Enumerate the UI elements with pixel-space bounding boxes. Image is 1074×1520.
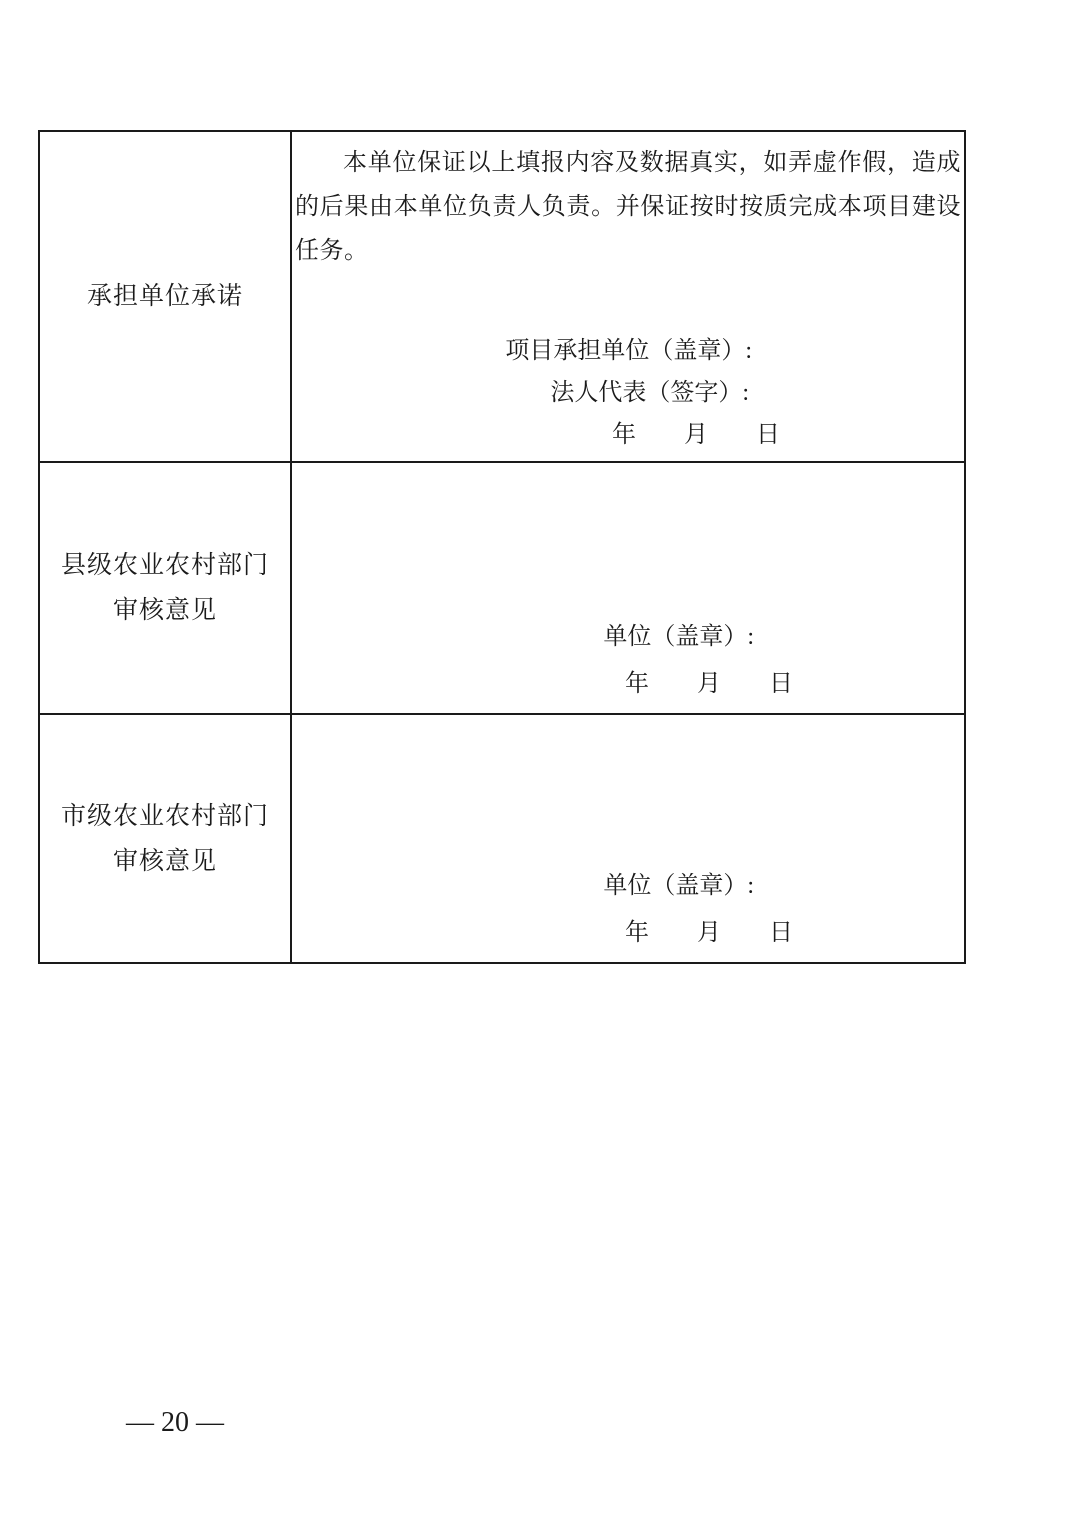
- city-review-content-cell: [291, 714, 965, 963]
- commitment-row-label: 承担单位承诺: [86, 283, 243, 310]
- date-line: 年 月 日: [625, 920, 793, 946]
- date-line: 年 月 日: [612, 422, 780, 448]
- unit-seal-line: 单位（盖章）:: [603, 873, 754, 899]
- undertaking-unit-seal-line: 项目承担单位（盖章）:: [505, 338, 752, 364]
- county-review-label-cell: [39, 462, 291, 714]
- legal-representative-signature-line: 法人代表（签字）:: [550, 380, 749, 406]
- county-review-content-cell: [291, 462, 965, 714]
- commitment-content: [292, 133, 964, 460]
- commitment-signature-block: [292, 330, 964, 456]
- county-review-signature-block: [292, 614, 964, 708]
- table-row-commitment: [39, 131, 965, 462]
- date-line: 年 月 日: [625, 671, 793, 697]
- city-review-content: [292, 716, 964, 961]
- county-review-content: [292, 464, 964, 712]
- approval-form-table: [38, 130, 966, 964]
- commitment-paragraph: 本单位保证以上填报内容及数据真实，如弄虚作假，造成的后果由本单位负责人负责。并保证按时按质完成本项目建设任务。: [295, 150, 961, 264]
- table-row-county-review: [39, 462, 965, 714]
- commitment-label-cell: [39, 131, 291, 462]
- county-review-row-label: 县级农业农村部门审核意见: [60, 552, 269, 624]
- commitment-content-cell: [291, 131, 965, 462]
- unit-seal-line: 单位（盖章）:: [603, 624, 754, 650]
- table-row-city-review: [39, 714, 965, 963]
- city-review-row-label: 市级农业农村部门审核意见: [60, 802, 269, 875]
- city-review-signature-block: [292, 863, 964, 957]
- page-number: — 20 —: [126, 1407, 224, 1438]
- city-review-label-cell: [39, 714, 291, 963]
